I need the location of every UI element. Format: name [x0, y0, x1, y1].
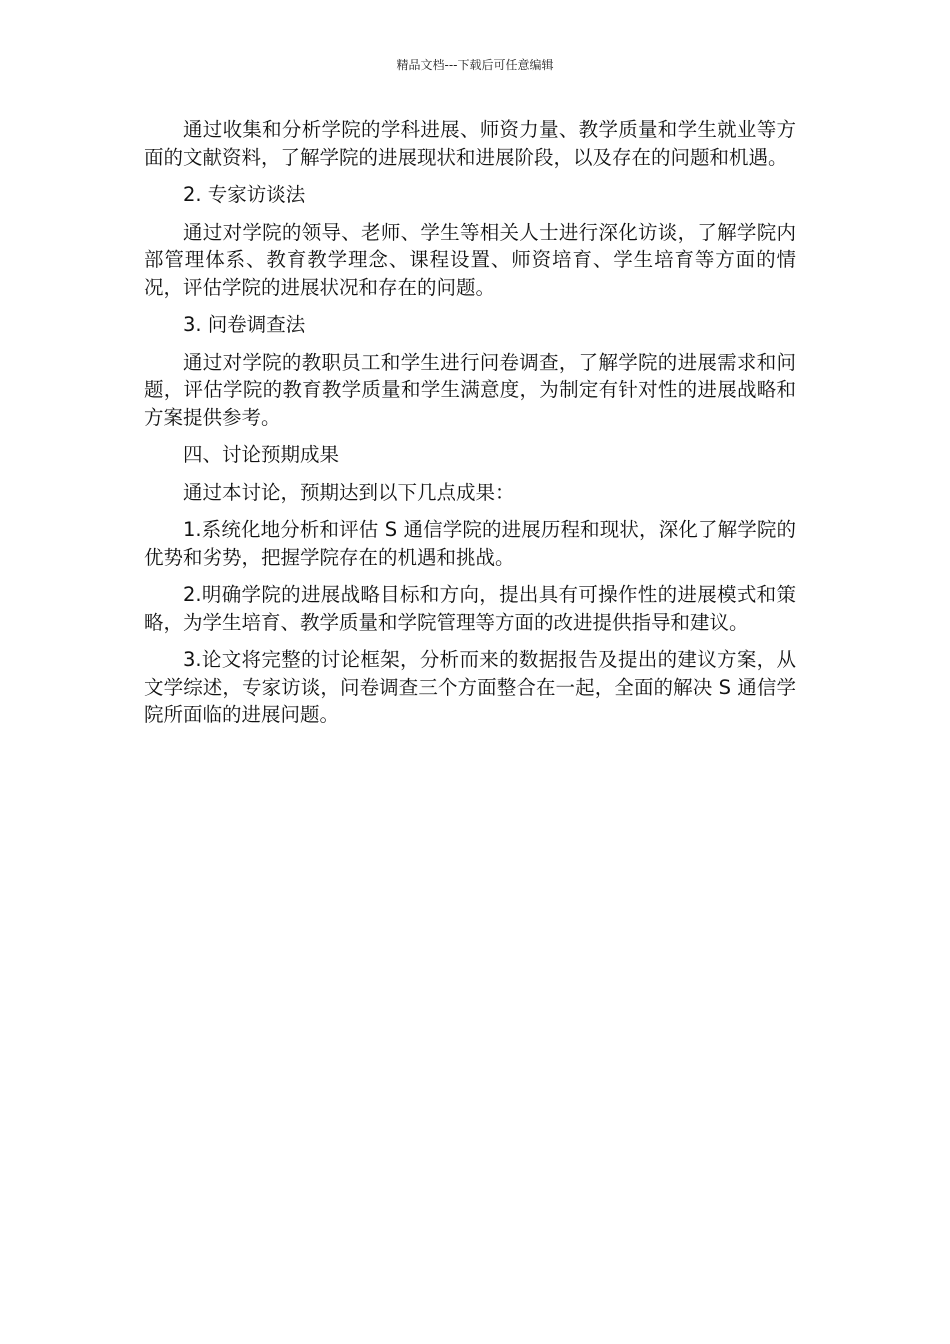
paragraph-expert-interview: 通过对学院的领导、老师、学生等相关人士进行深化访谈，了解学院内部管理体系、教育教学理念、课程设置、师资培育、学生培育等方面的情况，评估学院的进展状况和存在的问题。 [144, 220, 796, 299]
paragraph-result-3: 3.论文将完整的讨论框架，分析而来的数据报告及提出的建议方案，从文学综述，专家访谈，问卷调查三个方面整合在一起，全面的解决 S 通信学院所面临的进展问题。 [144, 648, 796, 726]
heading-questionnaire: 3. 问卷调查法 [183, 313, 306, 336]
paragraph-literature-method: 通过收集和分析学院的学科进展、师资力量、教学质量和学生就业等方面的文献资料，了解学院的进展现状和进展阶段，以及存在的问题和机遇。 [144, 118, 796, 169]
paragraph-result-1: 1.系统化地分析和评估 S 通信学院的进展历程和现状，深化了解学院的优势和劣势，把握学院存在的机遇和挑战。 [144, 518, 796, 569]
heading-expected-results: 四、讨论预期成果 [183, 443, 340, 466]
paragraph-result-2: 2.明确学院的进展战略目标和方向，提出具有可操作性的进展模式和策略，为学生培育、教学质量和学院管理等方面的改进提供指导和建议。 [144, 583, 796, 634]
page-header: 精品文档---下载后可任意编辑 [396, 58, 554, 72]
heading-expert-interview: 2. 专家访谈法 [183, 183, 306, 206]
document-body [144, 116, 796, 739]
paragraph-questionnaire: 通过对学院的教职员工和学生进行问卷调查，了解学院的进展需求和问题，评估学院的教育教学质量和学生满意度，为制定有针对性的进展战略和方案提供参考。 [144, 350, 796, 429]
paragraph-results-intro: 通过本讨论，预期达到以下几点成果： [183, 480, 515, 504]
